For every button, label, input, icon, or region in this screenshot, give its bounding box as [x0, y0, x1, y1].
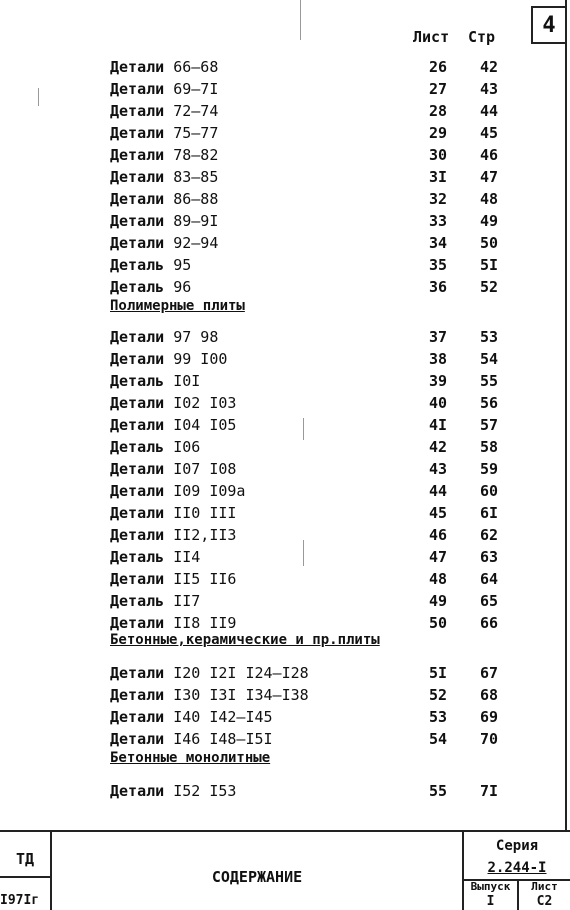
table-row: [110, 394, 550, 414]
item-number: 83–85: [173, 168, 219, 186]
title-block-border: [0, 876, 52, 878]
sheet-number: 5I: [428, 664, 448, 682]
page-ref: 45: [479, 124, 499, 142]
page-ref: 66: [479, 614, 499, 632]
item-name: [110, 460, 236, 478]
item-number: 99 I00: [173, 350, 228, 368]
item-number: 72–74: [173, 102, 219, 120]
item-number: 69–7I: [173, 80, 219, 98]
series-label: Серия: [495, 838, 539, 854]
page-ref: 7I: [479, 782, 499, 800]
section-heading: Бетонные,керамические и пр.плиты: [110, 632, 380, 648]
page-ref: 64: [479, 570, 499, 588]
table-row: [110, 146, 550, 166]
item-number: II5 II6: [173, 570, 237, 588]
issue-label: Выпуск: [470, 880, 511, 893]
item-number: I40 I42–I45: [173, 708, 273, 726]
title-block-title: СОДЕРЖАНИЕ: [211, 868, 303, 886]
item-name: [110, 782, 236, 800]
item-name: [110, 80, 218, 98]
sheet-number: 52: [428, 686, 448, 704]
page-ref: 67: [479, 664, 499, 682]
item-number: 89–9I: [173, 212, 219, 230]
table-row: [110, 190, 550, 210]
item-label: Детали: [110, 212, 165, 230]
table-row: [110, 482, 550, 502]
scan-mark: [300, 0, 301, 40]
item-label: Детали: [110, 614, 165, 632]
column-header-sheet: Лист: [413, 28, 450, 46]
item-name: [110, 278, 191, 296]
page-ref: 62: [479, 526, 499, 544]
item-number: 97 98: [173, 328, 219, 346]
table-row: [110, 686, 550, 706]
item-name: [110, 482, 245, 500]
item-label: Детали: [110, 708, 165, 726]
sheet-number: 27: [428, 80, 448, 98]
item-name: [110, 708, 273, 726]
item-number: 75–77: [173, 124, 219, 142]
item-name: [110, 592, 200, 610]
table-row: [110, 614, 550, 634]
sheet-number: 39: [428, 372, 448, 390]
item-label: Детали: [110, 686, 165, 704]
item-label: Детали: [110, 394, 165, 412]
item-number: I46 I48–I5I: [173, 730, 273, 748]
page-ref: 68: [479, 686, 499, 704]
item-number: 95: [173, 256, 192, 274]
sheet-number: 29: [428, 124, 448, 142]
item-name: [110, 234, 218, 252]
item-label: Деталь: [110, 256, 165, 274]
page-ref: 5I: [479, 256, 499, 274]
table-row: [110, 212, 550, 232]
item-label: Деталь: [110, 438, 165, 456]
page-ref: 59: [479, 460, 499, 478]
item-number: 78–82: [173, 146, 219, 164]
item-label: Детали: [110, 190, 165, 208]
table-row: [110, 102, 550, 122]
page-ref: 70: [479, 730, 499, 748]
page-ref: 44: [479, 102, 499, 120]
page-ref: 53: [479, 328, 499, 346]
item-name: [110, 58, 218, 76]
series-value: 2.244-I: [487, 860, 547, 876]
item-name: [110, 190, 218, 208]
item-number: 86–88: [173, 190, 219, 208]
page-ref: 58: [479, 438, 499, 456]
sheet-number: 26: [428, 58, 448, 76]
item-label: Детали: [110, 570, 165, 588]
item-label: Детали: [110, 460, 165, 478]
item-name: [110, 570, 236, 588]
item-name: [110, 730, 273, 748]
scan-mark: [38, 88, 39, 106]
item-number: I02 I03: [173, 394, 237, 412]
page-ref: 54: [479, 350, 499, 368]
item-label: Детали: [110, 102, 165, 120]
table-row: [110, 730, 550, 750]
item-label: Детали: [110, 328, 165, 346]
item-number: I0I: [173, 372, 201, 390]
item-name: [110, 548, 200, 566]
column-header-page: Стр: [468, 28, 496, 46]
frame-line-right: [565, 0, 567, 830]
item-label: Детали: [110, 730, 165, 748]
page-ref: 55: [479, 372, 499, 390]
item-name: [110, 416, 236, 434]
table-row: [110, 460, 550, 480]
sheet-number: 33: [428, 212, 448, 230]
item-number: II2,II3: [173, 526, 237, 544]
page-ref: 47: [479, 168, 499, 186]
item-name: [110, 212, 218, 230]
item-name: [110, 394, 236, 412]
sheet-number: 38: [428, 350, 448, 368]
page-ref: 65: [479, 592, 499, 610]
title-block-year: I97Iг: [0, 893, 40, 908]
item-number: II7: [173, 592, 201, 610]
sheet-value: С2: [536, 894, 553, 909]
sheet-number: 35: [428, 256, 448, 274]
item-name: [110, 256, 191, 274]
page-ref: 48: [479, 190, 499, 208]
item-number: II0 III: [173, 504, 237, 522]
item-label: Деталь: [110, 548, 165, 566]
item-name: [110, 372, 200, 390]
table-row: [110, 328, 550, 348]
section-heading: Бетонные монолитные: [110, 750, 271, 766]
page-ref: 69: [479, 708, 499, 726]
sheet-number: 37: [428, 328, 448, 346]
table-row: [110, 278, 550, 298]
item-label: Деталь: [110, 592, 165, 610]
sheet-number: 34: [428, 234, 448, 252]
section-heading: Полимерные плиты: [110, 298, 245, 314]
sheet-number: 43: [428, 460, 448, 478]
item-number: I30 I3I I34–I38: [173, 686, 309, 704]
sheet-number: 44: [428, 482, 448, 500]
item-label: Детали: [110, 146, 165, 164]
item-name: [110, 124, 218, 142]
item-number: II4: [173, 548, 201, 566]
sheet-number: 3I: [428, 168, 448, 186]
item-number: I06: [173, 438, 201, 456]
table-row: [110, 664, 550, 684]
sheet-number: 45: [428, 504, 448, 522]
item-name: [110, 504, 236, 522]
page-ref: 56: [479, 394, 499, 412]
sheet-number: 4I: [428, 416, 448, 434]
sheet-number: 49: [428, 592, 448, 610]
sheet-number: 40: [428, 394, 448, 412]
sheet-number: 53: [428, 708, 448, 726]
page-ref: 49: [479, 212, 499, 230]
title-block-border: [0, 830, 570, 832]
table-row: [110, 372, 550, 392]
page-ref: 46: [479, 146, 499, 164]
table-row: [110, 80, 550, 100]
sheet-number: 28: [428, 102, 448, 120]
item-label: Детали: [110, 416, 165, 434]
sheet-label: Лист: [531, 880, 558, 893]
sheet-number: 55: [428, 782, 448, 800]
item-name: [110, 102, 218, 120]
item-number: I52 I53: [173, 782, 237, 800]
item-name: [110, 438, 200, 456]
table-row: [110, 256, 550, 276]
page-ref: 6I: [479, 504, 499, 522]
item-label: Детали: [110, 782, 165, 800]
table-row: [110, 234, 550, 254]
page-number-box: 4: [531, 6, 567, 44]
item-number: 96: [173, 278, 192, 296]
page-ref: 57: [479, 416, 499, 434]
item-name: [110, 168, 218, 186]
page-ref: 43: [479, 80, 499, 98]
table-row: [110, 548, 550, 568]
page-ref: 60: [479, 482, 499, 500]
item-name: [110, 146, 218, 164]
page-ref: 50: [479, 234, 499, 252]
page-ref: 63: [479, 548, 499, 566]
title-block-code: ТД: [15, 850, 35, 868]
item-number: I04 I05: [173, 416, 237, 434]
item-label: Детали: [110, 526, 165, 544]
issue-value: I: [486, 894, 495, 909]
page-ref: 52: [479, 278, 499, 296]
table-row: [110, 782, 550, 802]
table-row: [110, 438, 550, 458]
item-number: I07 I08: [173, 460, 237, 478]
sheet-number: 30: [428, 146, 448, 164]
item-name: [110, 686, 309, 704]
item-label: Детали: [110, 168, 165, 186]
table-row: [110, 350, 550, 370]
item-label: Детали: [110, 58, 165, 76]
item-number: I09 I09а: [173, 482, 246, 500]
table-row: [110, 592, 550, 612]
table-row: [110, 504, 550, 524]
table-row: [110, 58, 550, 78]
table-row: [110, 124, 550, 144]
item-label: Детали: [110, 482, 165, 500]
item-label: Деталь: [110, 372, 165, 390]
sheet-number: 32: [428, 190, 448, 208]
sheet-number: 47: [428, 548, 448, 566]
item-name: [110, 614, 236, 632]
item-label: Детали: [110, 664, 165, 682]
item-number: II8 II9: [173, 614, 237, 632]
table-row: [110, 416, 550, 436]
table-row: [110, 570, 550, 590]
item-label: Детали: [110, 80, 165, 98]
item-label: Детали: [110, 234, 165, 252]
item-number: I20 I2I I24–I28: [173, 664, 309, 682]
table-row: [110, 168, 550, 188]
item-label: Детали: [110, 350, 165, 368]
sheet-number: 36: [428, 278, 448, 296]
item-number: 66–68: [173, 58, 219, 76]
sheet-number: 46: [428, 526, 448, 544]
sheet-number: 54: [428, 730, 448, 748]
sheet-number: 48: [428, 570, 448, 588]
item-label: Детали: [110, 124, 165, 142]
sheet-number: 50: [428, 614, 448, 632]
table-row: [110, 708, 550, 728]
page-ref: 42: [479, 58, 499, 76]
item-name: [110, 664, 309, 682]
item-number: 92–94: [173, 234, 219, 252]
item-label: Детали: [110, 504, 165, 522]
item-name: [110, 526, 236, 544]
item-name: [110, 328, 218, 346]
table-row: [110, 526, 550, 546]
item-label: Деталь: [110, 278, 165, 296]
item-name: [110, 350, 227, 368]
sheet-number: 42: [428, 438, 448, 456]
